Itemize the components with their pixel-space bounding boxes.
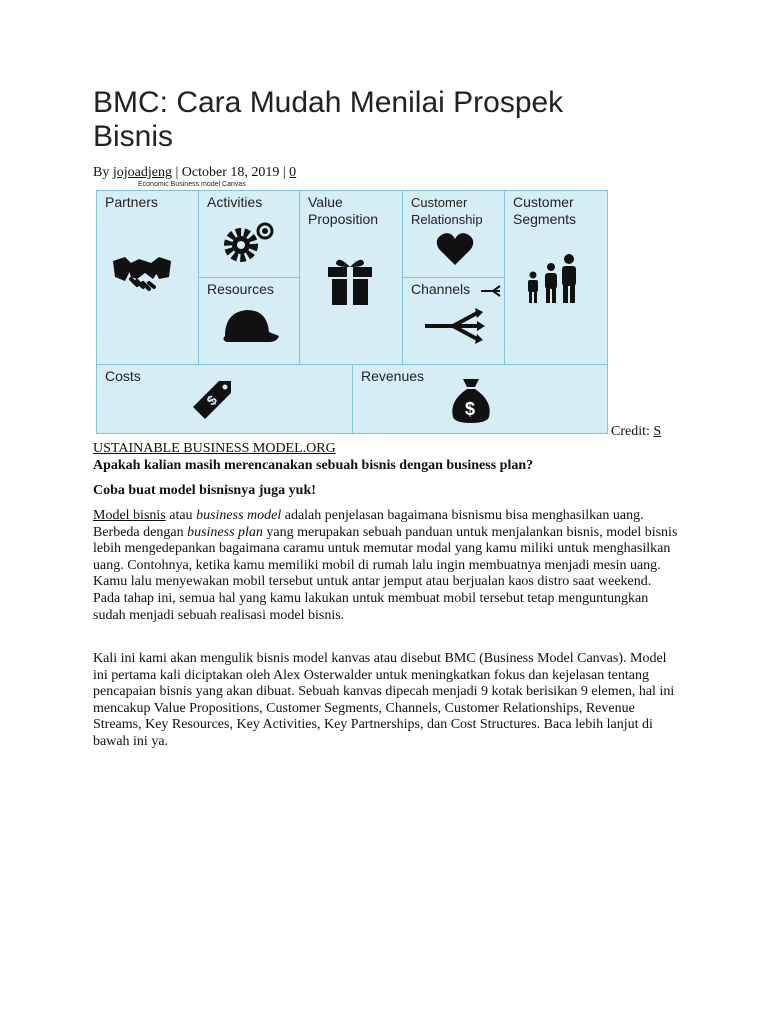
byline-separator: | [171,165,182,180]
cell-activities [198,190,301,280]
comments-link[interactable]: 0 [289,165,297,180]
cell-customer-segments [504,190,608,366]
cell-label: Costs [105,368,141,384]
post-date: October 18, 2019 [181,165,280,180]
emphasis-text: business model [196,508,282,523]
paragraph-text: atau [165,508,197,523]
image-credit-continued [93,441,336,457]
svg-text:$: $ [203,391,221,409]
handshake-icon [111,251,173,297]
model-bisnis-link[interactable]: Model bisnis [93,508,166,523]
family-icon [525,253,583,305]
cell-costs [96,364,354,434]
hardhat-icon [217,306,281,346]
cell-label: Partners [105,194,158,210]
cell-value-proposition [299,190,404,366]
business-model-canvas-image [96,190,608,434]
question-2: Coba buat model bisnisnya juga yuk! [93,483,316,498]
cell-customer-relationship [402,190,506,280]
byline [93,164,296,182]
gears-icon [219,219,283,267]
cell-label: Customer Relationship [411,195,483,227]
cell-label: Customer Segments [513,194,577,227]
article-header [93,86,683,154]
byline-prefix: By [93,165,113,180]
paragraph-text: yang merupakan sebuah panduan untuk menjalankan bisnis, model bisnis lebih mengedepankan bagaimana caramu untuk memutar modal yang kamu miliki untuk menghasilkan uang. Contohnya, ketika kamu memiliki mobil di rumah lalu ingin membuatnya menjadi mesin uang. Kamu lalu menyewakan mobil tersebut untuk antar jemput atau berjualan kaos distro saat weekend. Pada tahap ini, semua hal yang kamu lakukan untuk membuat mobil tersebut tetap menguntungkan sudah menjadi sebuah realisasi model bisnis. [93,524,678,623]
byline-separator: | [279,165,290,180]
author-link[interactable]: jojoadjeng [112,165,172,180]
emphasis-text: business plan [187,524,263,540]
paragraph-text: adalah penjelasan bagaimana bisnismu bisa menghasilkan uang. Berbeda dengan [93,508,644,540]
image-credit [611,424,661,440]
paragraph-2: Kali ini kami akan mengulik bisnis model kanvas atau disebut BMC (Business Model Canvas). Model ini pertama kali diciptakan oleh Alex Osterwalder untuk meningkatkan fokus dan kejelasan tentang pencapaian bisnis yang akan dibuat. Sebuah kanvas dipecah menjadi 9 kotak berisikan 9 elemen, hal ini mencakup Value Propositions, Customer Segments, Channels, Customer Relationships, Revenue Streams, Key Resources, Key Activities, Key Partnerships, dan Cost Structures. Baca lebih lanjut di bawah ini ya. [93,651,675,749]
gift-icon [324,255,376,307]
arrows-small-icon [481,284,501,298]
cell-label: Value Proposition [308,194,379,227]
credit-label: Credit: [611,424,654,439]
cell-revenues [352,364,608,434]
credit-link[interactable]: S [653,424,662,439]
price-tag-icon [189,379,233,423]
question-1: Apakah kalian masih merencanakan sebuah bisnis dengan business plan? [93,458,534,473]
svg-text:$: $ [465,399,476,419]
arrows-icon [425,308,485,344]
heart-icon [435,231,475,267]
cell-resources [198,277,301,366]
cell-label: Activities [207,194,263,210]
cell-channels [402,277,506,366]
cell-label: Channels [411,281,471,297]
money-bag-icon [449,377,493,425]
canvas-caption: Economic Business model Canvas [138,181,246,188]
cell-partners [96,190,200,366]
page-title: BMC: Cara Mudah Menilai Prospek Bisnis [93,86,564,153]
paragraph-1 [93,508,678,624]
credit-link[interactable]: USTAINABLE BUSINESS MODEL.ORG [93,441,336,456]
cell-label: Resources [207,281,274,297]
cell-label: Revenues [361,368,425,384]
